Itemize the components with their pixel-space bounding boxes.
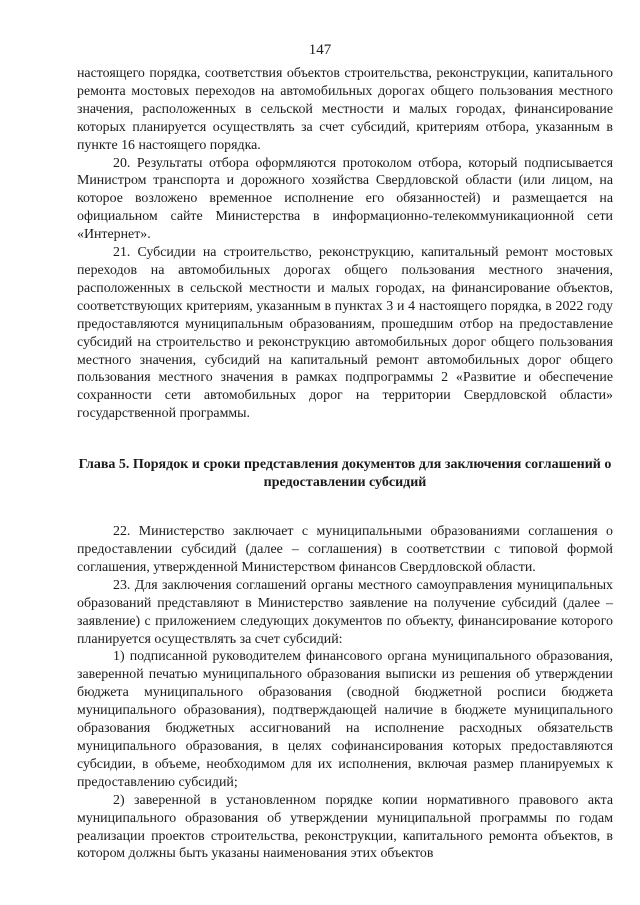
paragraph-23-item-2: 2) заверенной в установленном порядке копии нормативного правового акта муниципального образования об утверждении муниципальной программы по годам реализации проектов строительства, реконструкции, капитального ремонта объектов, в котором должны быть указаны наименования этих объектов	[77, 792, 613, 862]
document-body	[77, 65, 613, 863]
page-number: 147	[308, 42, 332, 58]
paragraph-21: 21. Субсидии на строительство, реконструкцию, капитальный ремонт мостовых переходов на автомобильных дорогах общего пользования местного значения, расположенных в сельской местности и малых городах, на финансирование объектов, соответствующих критериям, указанным в пунктах 3 и 4 настоящего порядка, в 2022 году предоставляются муниципальным образованиям, прошедшим отбор на предоставление субсидий на строительство и реконструкцию автомобильных дорог общего пользования местного значения, субсидий на капитальный ремонт автомобильных дорог общего пользования местного значения в рамках подпрограммы 2 «Развитие и обеспечение сохранности сети автомобильных дорог на территории Свердловской области» государственной программы.	[77, 245, 613, 422]
paragraph-20: 20. Результаты отбора оформляются протоколом отбора, который подписывается Министром транспорта и дорожного хозяйства Свердловской области (или лицом, на которое возложено временное исполнение его обязанностей) и размещается на официальном сайте Министерства в информационно-телекоммуникационной сети «Интернет».	[77, 155, 613, 243]
paragraph-22: 22. Министерство заключает с муниципальными образованиями соглашения о предоставлении субсидий (далее – соглашения) в соответствии с типовой формой соглашения, утвержденной Министерством финансов Свердловской области.	[77, 524, 613, 575]
chapter-title: Глава 5. Порядок и сроки представления документов для заключения соглашений о предоставлении субсидий	[78, 457, 612, 491]
paragraph-19-continuation: настоящего порядка, соответствия объектов строительства, реконструкции, капитального ремонта мостовых переходов на автомобильных дорогах общего пользования местного значения, расположенных в сельской местности и малых городах, финансирование которых планируется осуществлять за счет субсидий, критериям отбора, указанным в пункте 16 настоящего порядка.	[77, 66, 613, 153]
paragraph-23-item-1: 1) подписанной руководителем финансового органа муниципального образования, заверенной печатью муниципального образования выписки из решения об утверждении бюджета муниципального образования (сводной бюджетной росписи бюджета муниципального образования), подтверждающей наличие в бюджете муниципального образования бюджетных ассигнований на исполнение расходных обязательств муниципального образования, в целях софинансирования которых предоставляются субсидии, в объеме, необходимом для их исполнения, включая размер планируемых к предоставлению субсидий;	[77, 649, 613, 790]
paragraph-23: 23. Для заключения соглашений органы местного самоуправления муниципальных образований представляют в Министерство заявление на получение субсидий (далее – заявление) с приложением следующих документов по объекту, финансирование которого планируется осуществлять за счет субсидий:	[77, 577, 613, 647]
